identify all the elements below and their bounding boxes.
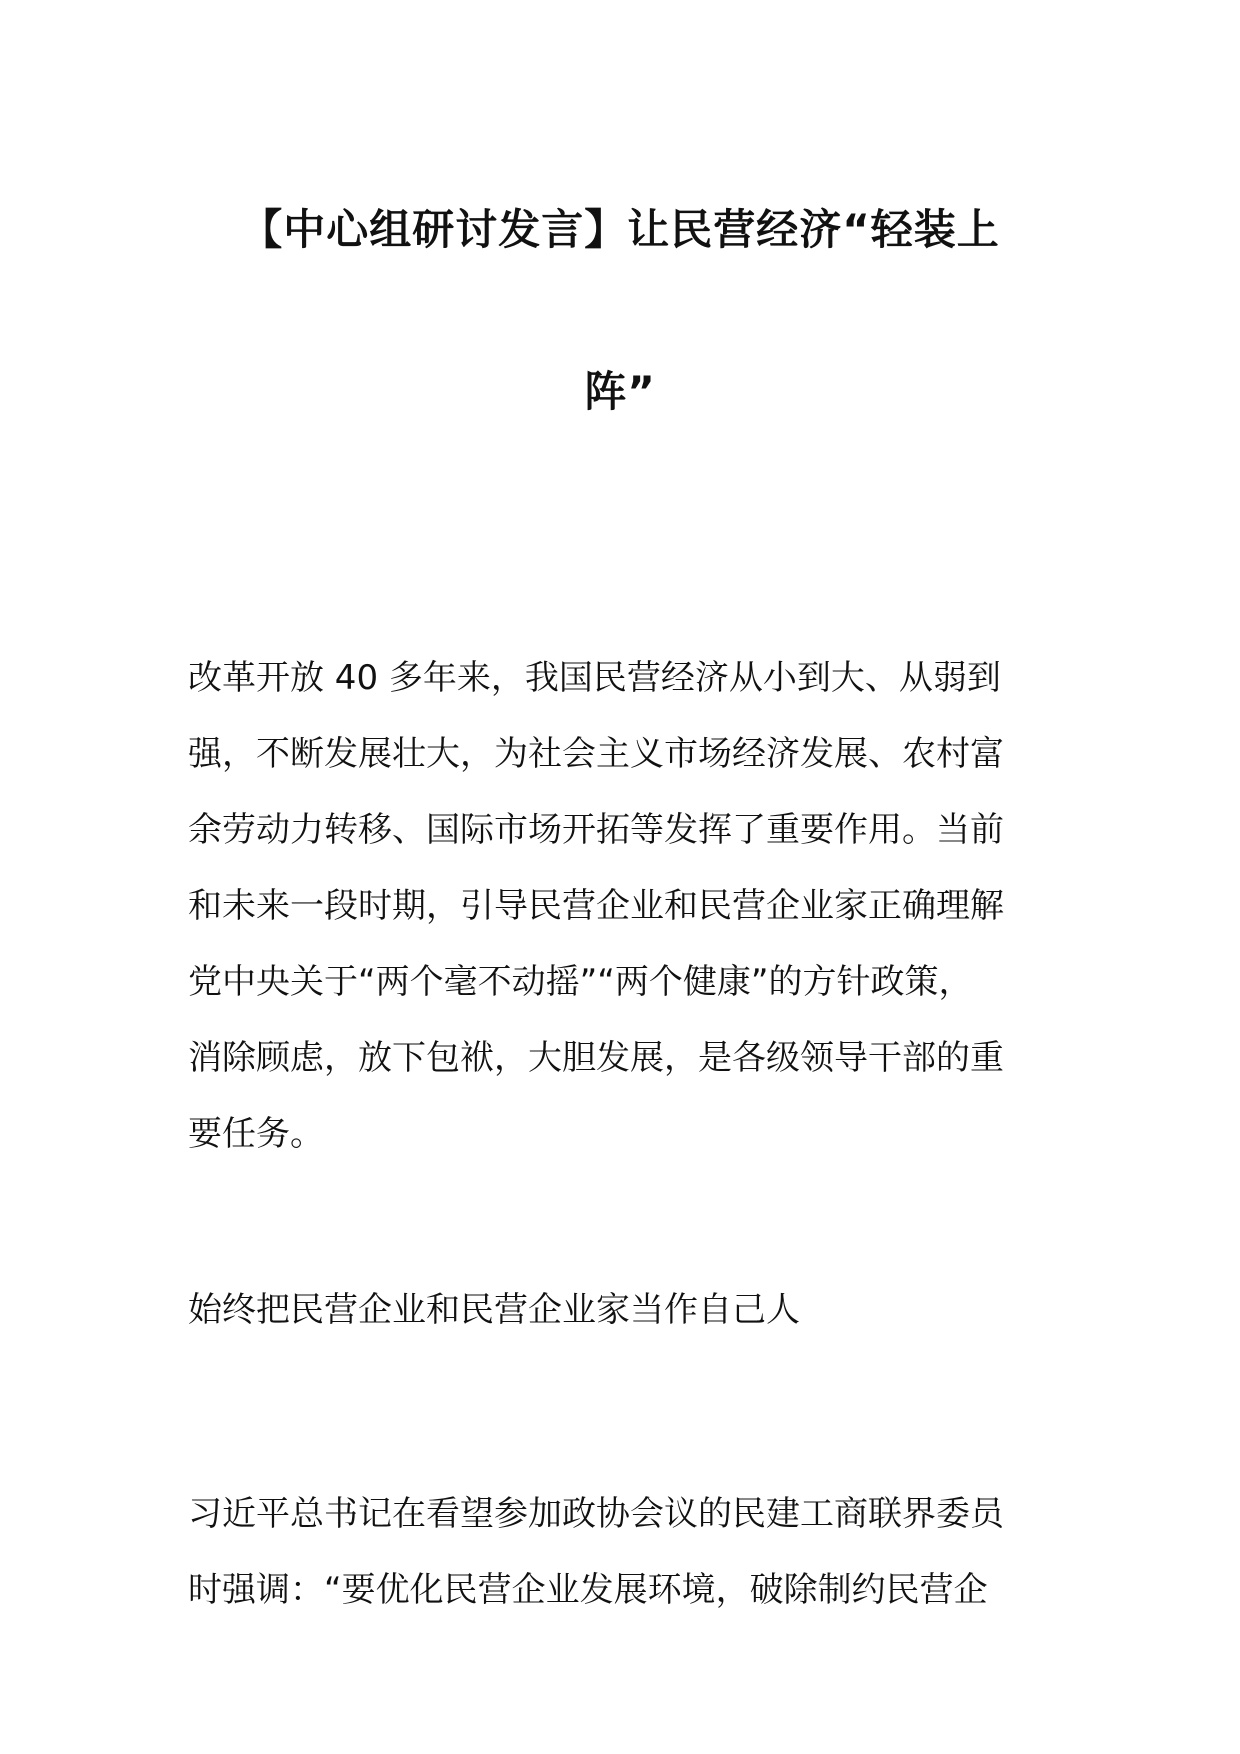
paragraph-line: 习近平总书记在看望参加政协会议的民建工商联界委员 (188, 1494, 1004, 1534)
document-title-line-1: 【中心组研讨发言】让民营经济“轻装上 (240, 205, 1000, 254)
paragraph-line: 改革开放 40 多年来，我国民营经济从小到大、从弱到 (188, 658, 1001, 698)
document-title-line-2: 阵” (584, 367, 656, 416)
paragraph-section-body (188, 1476, 1088, 1628)
paragraph-line: 要任务。 (188, 1114, 324, 1154)
paragraph-line: 消除顾虑，放下包袱，大胆发展，是各级领导干部的重 (188, 1038, 1004, 1078)
paragraph-line: 和未来一段时期，引导民营企业和民营企业家正确理解 (188, 886, 1004, 926)
paragraph-line: 时强调：“要优化民营企业发展环境，破除制约民营企 (188, 1570, 988, 1610)
paragraph-line: 强，不断发展壮大，为社会主义市场经济发展、农村富 (188, 734, 1004, 774)
section-heading: 始终把民营企业和民营企业家当作自己人 (188, 1290, 800, 1330)
paragraph-line: 党中央关于“两个毫不动摇”“两个健康”的方针政策， (188, 962, 973, 1002)
paragraph-line: 余劳动力转移、国际市场开拓等发挥了重要作用。当前 (188, 810, 1004, 850)
paragraph-intro (188, 640, 1088, 1172)
